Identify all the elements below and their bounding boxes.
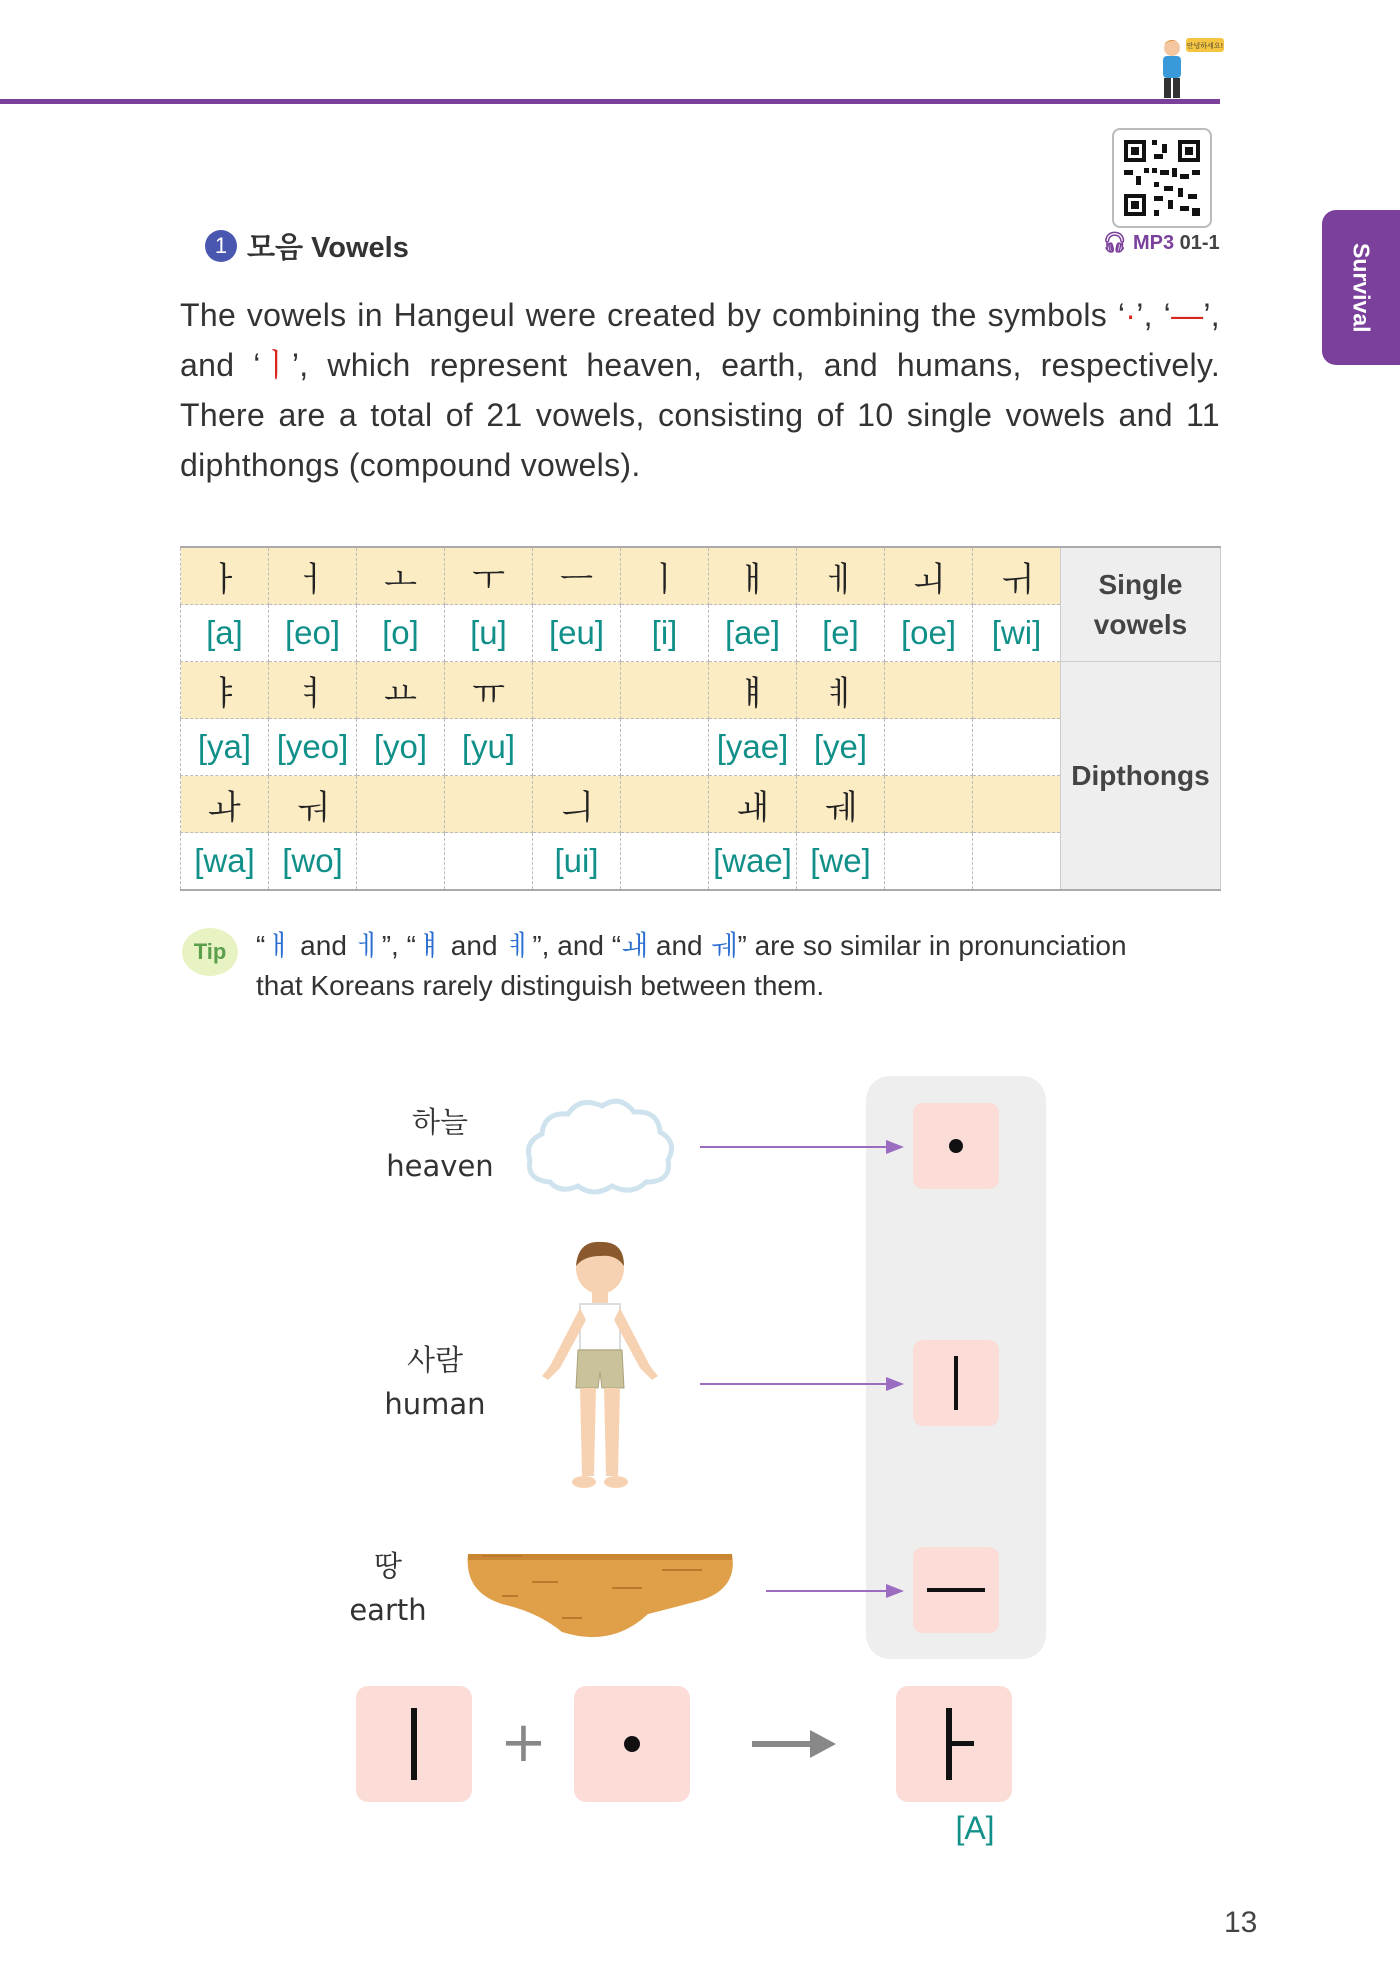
romanization-cell: [yu]	[445, 719, 533, 776]
tip-vowel: ㅔ	[354, 930, 382, 961]
tip-vowel: ㅖ	[505, 930, 533, 961]
arrow-human-icon	[700, 1372, 906, 1396]
tip-badge: Tip	[182, 928, 238, 976]
romanization-cell: [we]	[797, 833, 885, 891]
vowel-cell: ㅓ	[269, 547, 357, 605]
heaven-symbol: ·	[1125, 297, 1137, 333]
romanization-cell: [wae]	[709, 833, 797, 891]
vowel-cell: ㅝ	[269, 776, 357, 833]
vowel-cell: ㅏ	[181, 547, 269, 605]
tip-line-1	[256, 926, 1226, 966]
vowel-a-symbol	[896, 1686, 1012, 1802]
mp3-track-number: 01-1	[1179, 232, 1220, 254]
romanization-cell: [wa]	[181, 833, 269, 891]
qr-code-icon[interactable]	[1112, 128, 1212, 228]
romanization-cell	[885, 719, 973, 776]
tip-text	[256, 926, 1226, 1006]
section-title: 모음 Vowels	[247, 232, 409, 264]
diphthongs-label: Dipthongs	[1061, 662, 1221, 891]
tip-and: and	[292, 930, 355, 961]
side-tab-label: Survival	[1348, 242, 1375, 333]
vowel-cell: ㅟ	[973, 547, 1061, 605]
vowel-cell: ㅡ	[533, 547, 621, 605]
tip-vowel: ㅞ	[710, 930, 738, 961]
romanization-cell: [ui]	[533, 833, 621, 891]
vowel-cell: ㅑ	[181, 662, 269, 719]
heaven-label	[375, 1100, 505, 1188]
single-vowels-label: Single vowels	[1061, 547, 1221, 662]
earth-symbol-box	[913, 1547, 999, 1633]
mascot-illustration	[1150, 34, 1226, 102]
romanization-cell	[621, 833, 709, 891]
human-english: human	[384, 1387, 486, 1421]
earth-symbol: —	[1171, 297, 1204, 333]
result-romanization: [A]	[955, 1810, 995, 1846]
arrow-right-icon	[752, 1728, 836, 1760]
tip-sep: ” are so similar in pronunciation	[737, 930, 1127, 961]
romanization-cell	[533, 719, 621, 776]
romanization-cell: [a]	[181, 605, 269, 662]
mascot-bubble-text: 안녕하세요!	[1186, 42, 1224, 50]
earth-ground-icon	[462, 1548, 738, 1648]
romanization-cell: [eu]	[533, 605, 621, 662]
vowel-cell	[445, 776, 533, 833]
earth-label	[333, 1544, 443, 1632]
romanization-cell: [yeo]	[269, 719, 357, 776]
intro-text-2: ’, ‘	[1136, 297, 1172, 333]
table-row-y-hangul	[181, 662, 1221, 719]
tip-line-2: that Koreans rarely distinguish between them.	[256, 970, 825, 1001]
vowel-cell: ㅚ	[885, 547, 973, 605]
vowel-cell	[885, 776, 973, 833]
mp3-track-label[interactable]	[1102, 230, 1220, 255]
romanization-cell: [oe]	[885, 605, 973, 662]
headphones-icon: 🎧︎	[1102, 232, 1128, 254]
earth-english: earth	[349, 1593, 427, 1627]
tip-sep: ”, “	[381, 930, 416, 961]
vowel-cell	[357, 776, 445, 833]
vowel-cell: ㅢ	[533, 776, 621, 833]
vertical-line-symbol	[356, 1686, 472, 1802]
heaven-symbol-box	[913, 1103, 999, 1189]
heaven-english: heaven	[386, 1149, 494, 1183]
intro-text-1: The vowels in Hangeul were created by combining the symbols ‘	[180, 297, 1126, 333]
dot-symbol	[913, 1103, 999, 1189]
romanization-cell: [eo]	[269, 605, 357, 662]
romanization-cell: [ya]	[181, 719, 269, 776]
romanization-cell: [ye]	[797, 719, 885, 776]
mp3-prefix: MP3	[1132, 232, 1175, 254]
tip-and: and	[443, 930, 506, 961]
plus-sign: +	[500, 1710, 547, 1775]
vowel-cell: ㅜ	[445, 547, 533, 605]
result-vowel-box	[896, 1686, 1012, 1802]
romanization-cell	[357, 833, 445, 891]
human-korean: 사람	[406, 1343, 464, 1377]
tip-and: and	[648, 930, 711, 961]
arrow-earth-icon	[766, 1579, 906, 1603]
section-heading	[205, 225, 409, 266]
earth-korean: 땅	[373, 1549, 402, 1583]
romanization-cell: [o]	[357, 605, 445, 662]
vowel-cell: ㅖ	[797, 662, 885, 719]
dot-symbol	[574, 1686, 690, 1802]
vowel-cell: ㅘ	[181, 776, 269, 833]
romanization-cell: [u]	[445, 605, 533, 662]
vowel-cell: ㅙ	[709, 776, 797, 833]
vowel-cell: ㅞ	[797, 776, 885, 833]
romanization-cell: [wo]	[269, 833, 357, 891]
human-label	[370, 1338, 500, 1426]
tip-vowel: ㅐ	[265, 930, 293, 961]
equation-vertical-box	[356, 1686, 472, 1802]
human-symbol-box	[913, 1340, 999, 1426]
romanization-cell	[885, 833, 973, 891]
vowel-cell: ㅗ	[357, 547, 445, 605]
page-number: 13	[1224, 1906, 1258, 1939]
tip-vowel: ㅙ	[621, 930, 649, 961]
vowel-cell: ㅐ	[709, 547, 797, 605]
romanization-cell: [wi]	[973, 605, 1061, 662]
vowel-cell: ㅒ	[709, 662, 797, 719]
vowel-cell	[885, 662, 973, 719]
vertical-line-symbol	[913, 1340, 999, 1426]
intro-paragraph	[180, 290, 1220, 490]
vowel-cell	[533, 662, 621, 719]
header-rule	[0, 99, 1220, 104]
vowel-cell	[621, 776, 709, 833]
tip-sep: ”, and “	[532, 930, 622, 961]
vowel-cell	[973, 662, 1061, 719]
intro-text-3: ’, and ‘	[180, 297, 1220, 383]
horizontal-line-symbol	[913, 1547, 999, 1633]
romanization-cell	[445, 833, 533, 891]
tip-quote: “	[256, 930, 266, 961]
table-row-single-hangul	[181, 547, 1221, 605]
vowel-cell: ㅛ	[357, 662, 445, 719]
section-number-badge: 1	[205, 230, 237, 262]
intro-text-4: ’, which represent heaven, earth, and humans, respectively. There are a total of 21 vowels, consisting of 10 single vowels and 11 diphthongs (compound vowels).	[180, 347, 1221, 483]
romanization-cell: [e]	[797, 605, 885, 662]
cloud-icon	[520, 1090, 680, 1200]
heaven-korean: 하늘	[411, 1105, 469, 1139]
vowel-cell: ㅠ	[445, 662, 533, 719]
romanization-cell	[621, 719, 709, 776]
human-symbol: ㅣ	[260, 347, 292, 383]
vowel-cell: ㅕ	[269, 662, 357, 719]
vowel-table	[180, 546, 1221, 891]
romanization-cell	[973, 833, 1061, 891]
human-figure-icon	[520, 1238, 680, 1518]
arrow-heaven-icon	[700, 1135, 906, 1159]
romanization-cell	[973, 719, 1061, 776]
vowel-cell: ㅣ	[621, 547, 709, 605]
romanization-cell: [yae]	[709, 719, 797, 776]
vowel-cell	[973, 776, 1061, 833]
vowel-cell	[621, 662, 709, 719]
side-tab-survival[interactable]	[1322, 210, 1400, 365]
vowel-cell: ㅔ	[797, 547, 885, 605]
romanization-cell: [i]	[621, 605, 709, 662]
romanization-cell: [yo]	[357, 719, 445, 776]
romanization-cell: [ae]	[709, 605, 797, 662]
tip-vowel: ㅒ	[415, 930, 444, 961]
equation-dot-box	[574, 1686, 690, 1802]
